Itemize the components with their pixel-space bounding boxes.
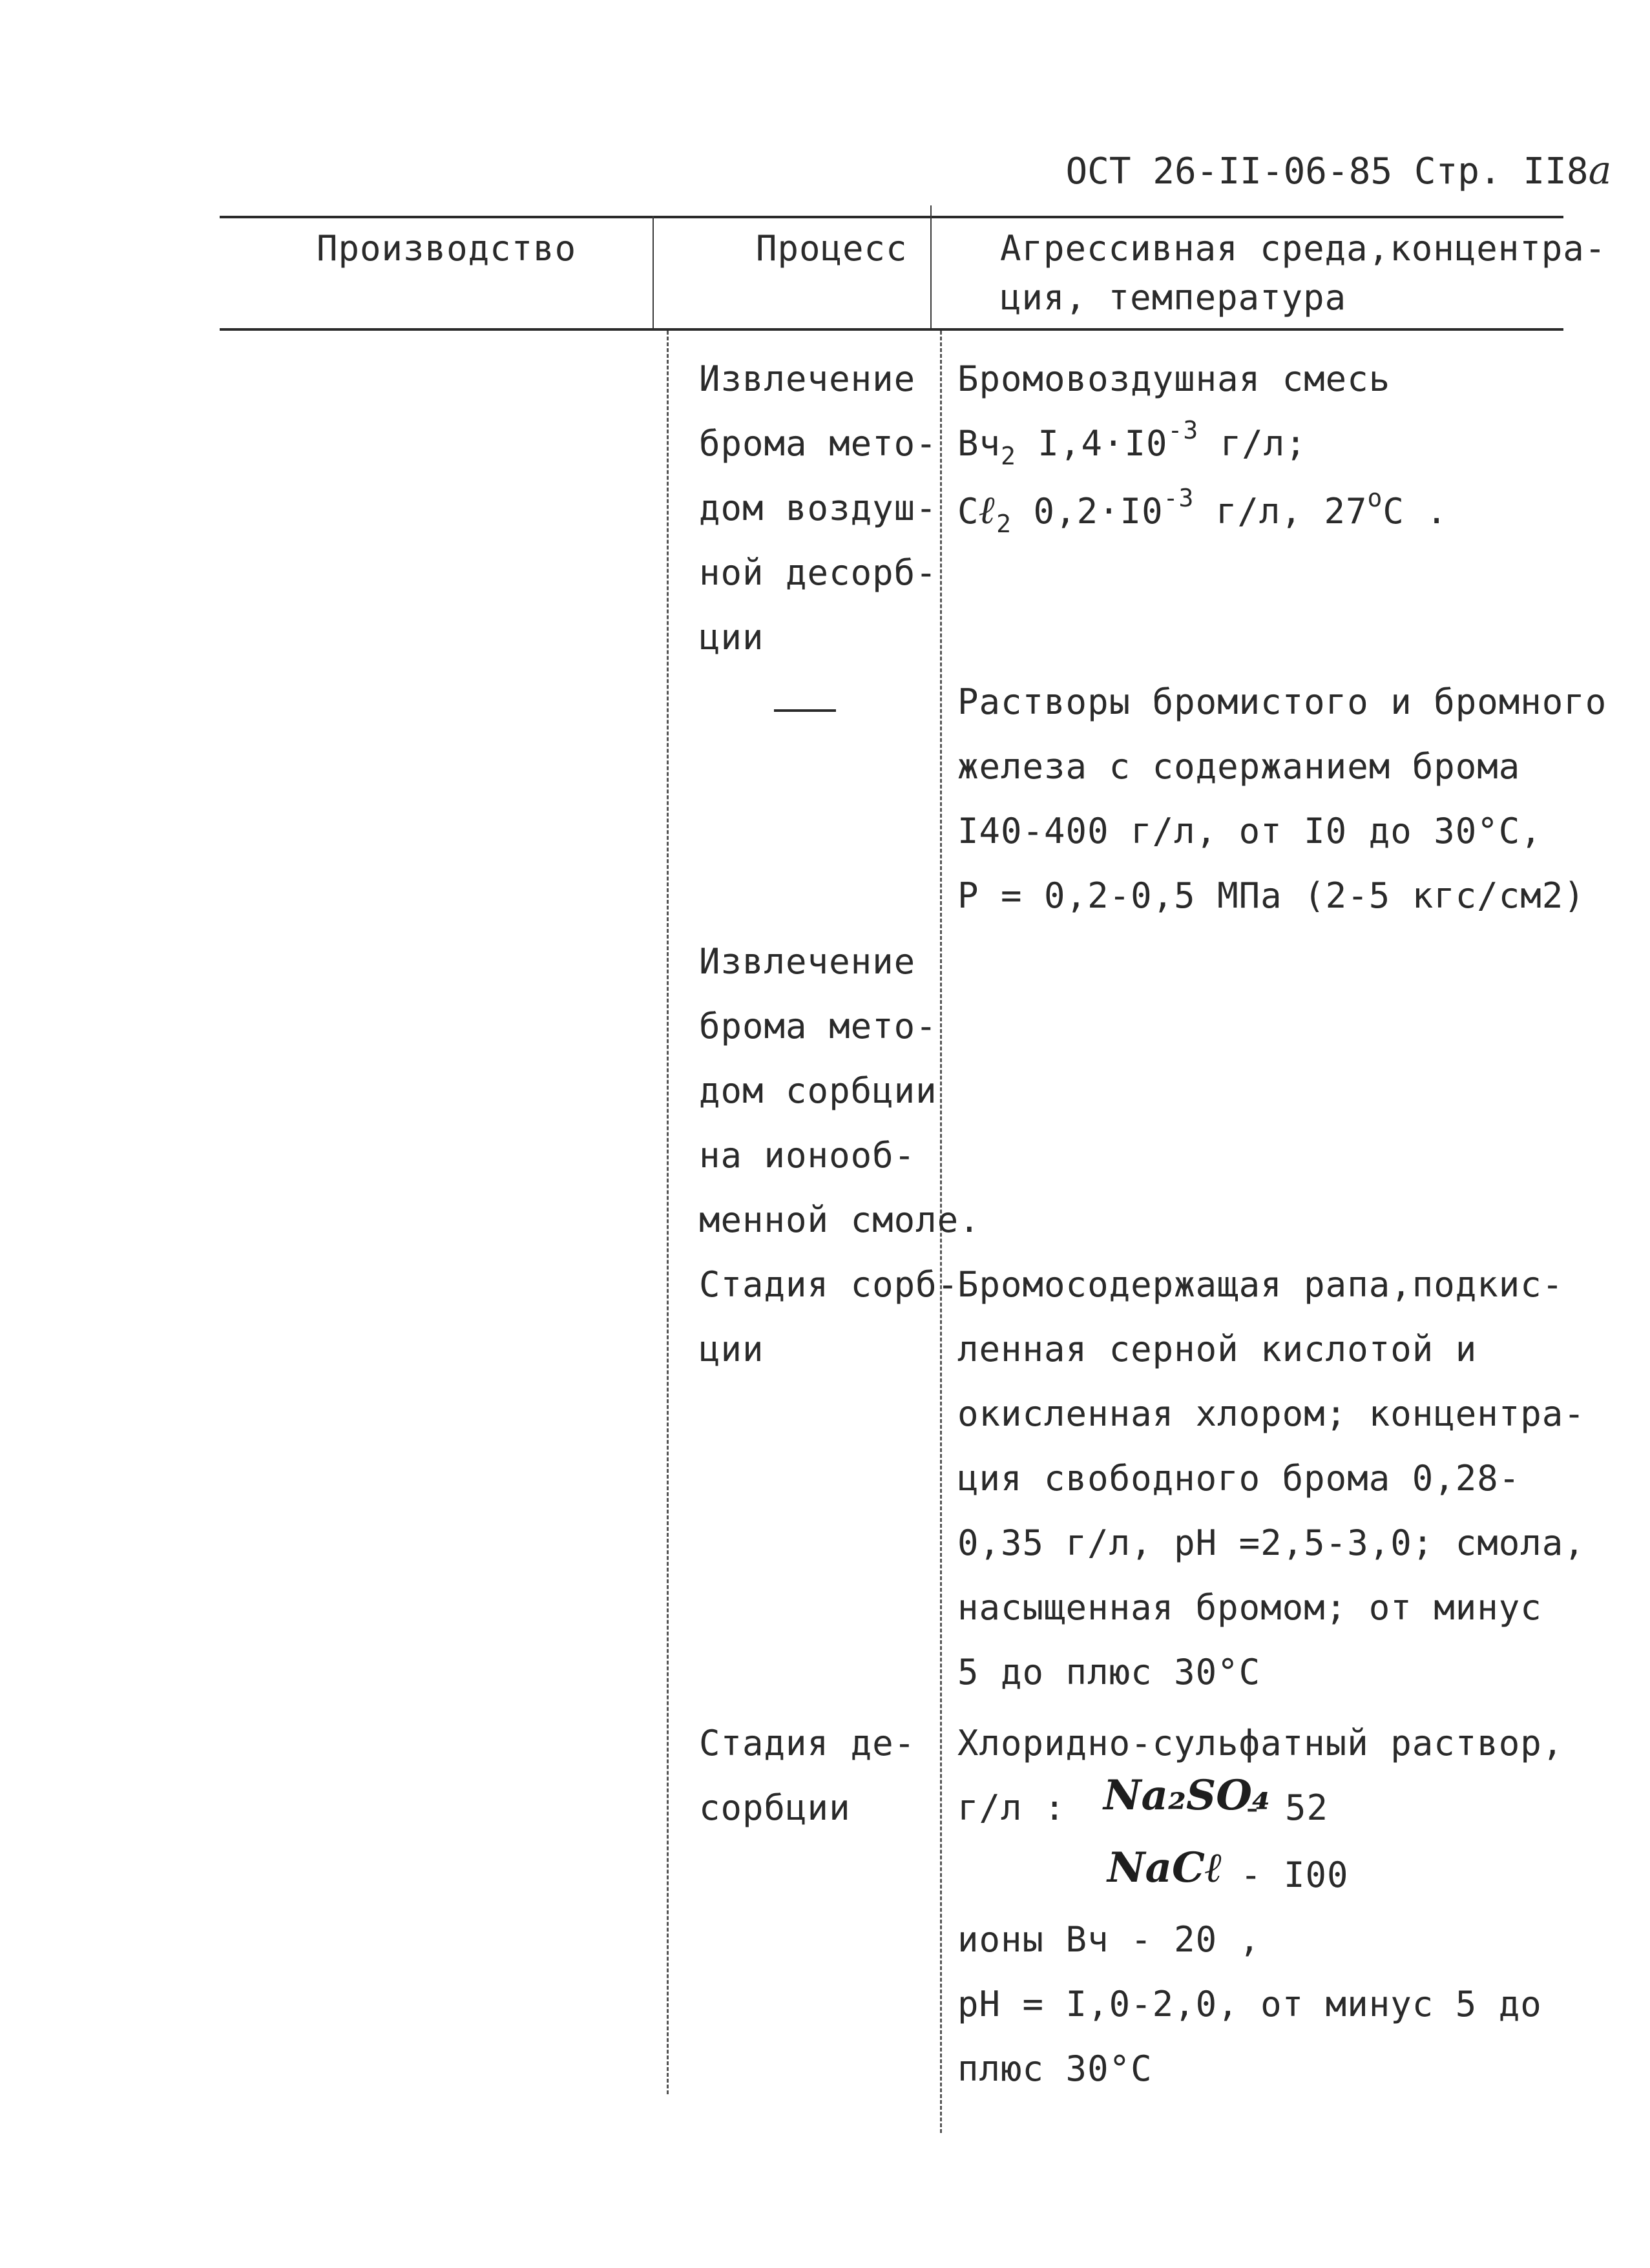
table-header-rule (220, 328, 1563, 331)
row1-process-line: ной десорб- (699, 552, 937, 593)
header-medium-line2: ция, температура (1000, 277, 1347, 318)
row4-process-line: Стадия сорб- (699, 1264, 959, 1305)
header-medium-line1: Агрессивная среда,концентра- (1000, 228, 1607, 269)
handwritten-formula-nacl: NaCℓ (1107, 1844, 1223, 1892)
row5-medium-value2: - I00 (1240, 1855, 1349, 1895)
column-divider-left (667, 331, 669, 2094)
page-header-text: ОСТ 26-II-06-85 Стр. II8 (1065, 151, 1589, 192)
row3-process-line: брома мето- (699, 1006, 937, 1046)
row2-medium-line: Р = 0,2-0,5 МПа (2-5 кгс/см2) (957, 875, 1585, 916)
handwritten-formula-na2so4: Na₂SO₄ (1103, 1771, 1270, 1820)
row4-medium-line: Бромосодержащая рапа,подкис- (957, 1264, 1564, 1305)
row1-process-line: Извлечение (699, 359, 916, 399)
row4-medium-line: ция свободного брома 0,28- (957, 1458, 1521, 1499)
column-divider-top-left (653, 216, 654, 328)
header-process: Процесс (756, 228, 908, 269)
row3-process-line: на ионооб- (699, 1135, 916, 1176)
row5-process-line: Стадия де- (699, 1723, 916, 1763)
header-production: Производство (317, 228, 577, 269)
row1-medium-line2: $Вч_2$ $I,4\cdot I0^{-3}$ г/л; (957, 416, 1307, 470)
row5-medium-line5: рН = I,0-2,0, от минус 5 до (957, 1984, 1542, 2024)
script-l-glyph: ℓ (979, 488, 997, 533)
row2-medium-line: I40-400 г/л, от I0 до 30°С, (957, 811, 1542, 851)
row1-process-line: брома мето- (699, 423, 937, 464)
row5-medium-line6: плюс 30°С (957, 2048, 1153, 2089)
row1-process-line: дом воздуш- (699, 488, 937, 528)
row2-medium-line: железа с содержанием брома (957, 746, 1521, 787)
row4-medium-line: ленная серной кислотой и (957, 1329, 1478, 1369)
row5-medium-unit-label: г/л : (957, 1787, 1066, 1828)
row5-medium-line1: Хлоридно-сульфатный раствор, (957, 1723, 1564, 1763)
row2-process-dash (774, 709, 836, 712)
row3-process-line: Извлечение (699, 941, 916, 982)
row5-medium-line4: ионы Вч - 20 , (957, 1919, 1261, 1960)
page-header-suffix: а (1588, 148, 1612, 193)
row1-process-line: ции (699, 617, 764, 658)
row4-process-line: ции (699, 1329, 764, 1369)
row5-process-line: сорбции (699, 1787, 851, 1828)
row4-medium-line: 5 до плюс 30°С (957, 1652, 1261, 1692)
row4-medium-line: насыщенная бромом; от минус (957, 1587, 1542, 1628)
row3-process-line: менной смоле. (699, 1200, 981, 1240)
row3-process-line: дом сорбции (699, 1070, 937, 1111)
row4-medium-line: окисленная хлором; концентра- (957, 1393, 1585, 1434)
row4-medium-line: 0,35 г/л, рН =2,5-3,0; смола, (957, 1523, 1585, 1563)
table-top-rule (220, 216, 1563, 218)
column-divider-top-right (930, 205, 932, 328)
row2-medium-line: Растворы бромистого и бромного (957, 681, 1607, 722)
row1-medium-line1: Бромовоздушная смесь (957, 359, 1391, 399)
row5-medium-value1: - 52 (1242, 1787, 1329, 1828)
page-header (1022, 115, 1612, 193)
row1-medium-line3: Сℓ$_2$ $0,2\cdot I0^{-3}$ г/л, $27^оС$ . (957, 484, 1448, 538)
